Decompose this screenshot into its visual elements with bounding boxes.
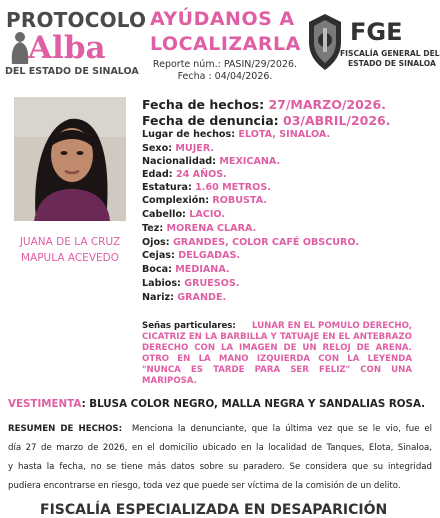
field-value: MEXICANA. xyxy=(219,156,281,167)
protocol-subtitle: DEL ESTADO DE SINALOA xyxy=(5,66,139,77)
field-nariz xyxy=(142,292,226,303)
marks-line: MARIPOSA. xyxy=(142,376,197,386)
field-label: Tez: xyxy=(142,223,167,234)
field-value: MORENA CLARA. xyxy=(166,223,257,234)
field-lugar-hechos xyxy=(142,129,330,140)
field-value: 24 AÑOS. xyxy=(175,169,227,180)
field-value: 27/MARZO/2026. xyxy=(268,97,386,112)
field-cabello xyxy=(142,209,225,220)
field-value: 03/ABRIL/2026. xyxy=(283,113,391,128)
field-value: LACIO. xyxy=(189,209,225,220)
protocol-name: Alba xyxy=(28,30,106,66)
field-complexion xyxy=(142,195,267,206)
person-photo xyxy=(14,97,126,221)
field-fecha-denuncia xyxy=(142,113,391,128)
fge-subtitle-line-1: FISCALÍA GENERAL DEL xyxy=(340,49,440,58)
field-label: Fecha de hechos: xyxy=(142,97,269,112)
field-ojos xyxy=(142,237,359,248)
marks-line: "NUNCA ES TARDE PARA SER FELIZ" CON UNA xyxy=(142,365,412,375)
person-name-line-1: JUANA DE LA CRUZ xyxy=(19,236,121,248)
summary-line-1 xyxy=(8,424,432,434)
field-cejas xyxy=(142,250,240,261)
headline-line-2: LOCALIZARLA xyxy=(150,33,301,55)
report-date: Fecha : 04/04/2026. xyxy=(177,71,273,82)
field-label: Edad: xyxy=(142,169,176,180)
state-seal-icon xyxy=(307,12,343,72)
fge-logo-text: FGE xyxy=(350,18,403,46)
clothing-label: VESTIMENTA xyxy=(8,398,82,410)
field-value: GRUESOS. xyxy=(184,278,240,289)
field-label: Complexión: xyxy=(142,195,213,206)
field-edad xyxy=(142,169,227,180)
field-fecha-hechos xyxy=(142,97,386,112)
field-label: Cejas: xyxy=(142,250,179,261)
field-value: 1.60 METROS. xyxy=(195,182,271,193)
field-label: Sexo: xyxy=(142,143,176,154)
field-value: MEDIANA. xyxy=(175,264,230,275)
summary-line-2: día 27 de marzo de 2026, en el domicilio ubicado en la localidad de Tanques, Elota, Sinaloa, xyxy=(8,443,432,453)
field-label: Labios: xyxy=(142,278,185,289)
summary-label: RESUMEN DE HECHOS: xyxy=(8,424,123,434)
footer-title: FISCALÍA ESPECIALIZADA EN DESAPARICIÓN xyxy=(40,502,388,518)
marks-line: LUNAR EN EL POMULO DERECHO, xyxy=(252,321,412,331)
summary-line-3: y hasta la fecha, no se tiene más datos sobre su paradero. Se considera que su integridad xyxy=(8,462,432,472)
field-sexo xyxy=(142,143,214,154)
field-label: Fecha de denuncia: xyxy=(142,113,283,128)
headline-line-1: AYÚDANOS A xyxy=(150,8,295,30)
summary-line-4: pudiera encontrarse en riesgo, toda vez que puede ser víctima de la comisión de un delito. xyxy=(8,481,401,491)
field-value: DELGADAS. xyxy=(178,250,241,261)
field-value: GRANDES, COLOR CAFÉ OBSCURO. xyxy=(172,237,360,248)
person-name-line-2: MAPULA ACEVEDO xyxy=(20,252,119,264)
field-tez xyxy=(142,223,256,234)
field-value: MUJER. xyxy=(175,143,215,154)
fge-subtitle-line-2: ESTADO DE SINALOA xyxy=(348,59,436,68)
field-value: GRANDE. xyxy=(177,292,227,303)
field-label: Lugar de hechos: xyxy=(142,129,239,140)
summary-text: Menciona la denunciante, que la última vez que se le vio, fue el xyxy=(131,424,432,434)
field-labios xyxy=(142,278,239,289)
field-label: Cabello: xyxy=(142,209,190,220)
field-value: ELOTA, SINALOA. xyxy=(238,129,331,140)
report-number: Reporte núm.: PASIN/29/2026. xyxy=(152,59,298,70)
marks-line: DERECHO CON LA IMAGEN DE UN RELOJ DE ARENA. xyxy=(142,343,412,353)
field-value: ROBUSTA. xyxy=(212,195,267,206)
protocol-title: PROTOCOLO xyxy=(6,8,147,32)
field-label: Boca: xyxy=(142,264,176,275)
field-estatura xyxy=(142,182,271,193)
field-boca xyxy=(142,264,230,275)
marks-label: Señas particulares: xyxy=(142,321,236,331)
marks-line: OTRO EN LA MANO IZQUIERDA CON LA LEYENDA xyxy=(142,354,412,364)
field-label: Ojos: xyxy=(142,237,173,248)
clothing-value: : BLUSA COLOR NEGRO, MALLA NEGRA Y SANDALIAS ROSA. xyxy=(81,398,426,410)
field-label: Nariz: xyxy=(142,292,178,303)
field-label: Nacionalidad: xyxy=(142,156,220,167)
field-nacionalidad xyxy=(142,156,280,167)
field-label: Estatura: xyxy=(142,182,196,193)
marks-line: CICATRIZ EN LA BARBILLA Y TATUAJE EN EL ANTEBRAZO xyxy=(142,332,412,342)
clothing-row xyxy=(8,398,425,410)
